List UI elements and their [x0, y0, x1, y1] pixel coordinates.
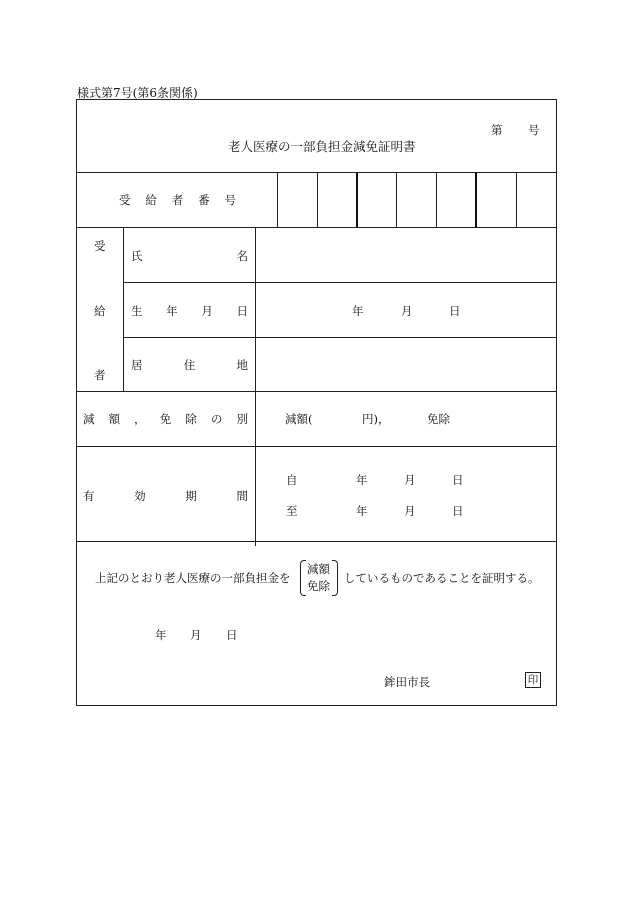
exemption-option[interactable]: 免除	[427, 412, 450, 426]
table-bottom-border	[76, 705, 557, 706]
recipient-number-digit-1[interactable]	[278, 173, 317, 227]
birthdate-day: 日	[449, 304, 461, 318]
validity-to-month: 月	[404, 504, 416, 518]
seal-icon: 印	[525, 672, 541, 688]
certification-text-after: しているものであることを証明する。	[344, 571, 540, 585]
recipient-number-digit-4[interactable]	[397, 173, 436, 227]
validity-period-label: 有 効 期 間	[83, 489, 248, 503]
reduction-exemption-label: 減 額 ， 免 除 の 別	[83, 412, 248, 426]
table-right-border	[556, 99, 557, 706]
certification-option-exemption: 免除	[307, 579, 330, 593]
issuer-title: 鉾田市長	[384, 675, 430, 689]
validity-to-label: 至	[286, 504, 298, 518]
recipient-number-label: 受 給 者 番 号	[119, 193, 236, 207]
address-field[interactable]	[257, 339, 555, 390]
recipient-number-digit-6[interactable]	[477, 173, 516, 227]
recipient-side-label-3: 者	[94, 368, 106, 382]
recipient-number-digit-5[interactable]	[437, 173, 475, 227]
validity-to-day: 日	[452, 504, 464, 518]
reduction-yen-suffix: 円)，	[362, 412, 390, 426]
certification-option-reduction: 減額	[307, 562, 330, 576]
validity-from-label: 自	[286, 473, 298, 487]
reduction-option[interactable]: 減額(	[285, 412, 313, 426]
validity-from-day: 日	[452, 473, 464, 487]
name-label: 氏 名	[131, 249, 248, 263]
recipient-side-label-1: 受	[94, 239, 106, 253]
birthdate-month: 月	[401, 304, 413, 318]
name-field[interactable]	[257, 229, 555, 281]
form-style-label: 様式第7号(第6条関係)	[77, 86, 198, 100]
left-bracket	[300, 560, 306, 596]
table-left-border	[76, 99, 77, 706]
issue-date-month: 月	[190, 628, 202, 642]
document-title: 老人医療の一部負担金減免証明書	[228, 139, 416, 154]
recipient-number-digit-3[interactable]	[358, 173, 396, 227]
certificate-number-label-go: 号	[528, 123, 540, 137]
certification-text-before: 上記のとおり老人医療の一部負担金を	[95, 571, 291, 585]
issue-date-day: 日	[226, 628, 238, 642]
birthdate-label: 生 年 月 日	[131, 304, 248, 318]
validity-to-year: 年	[356, 504, 368, 518]
table-top-border	[76, 99, 557, 100]
right-bracket	[332, 560, 338, 596]
recipient-side-label-2: 給	[94, 304, 106, 318]
recipient-number-digit-2[interactable]	[318, 173, 356, 227]
birthdate-year: 年	[352, 304, 364, 318]
issue-date-year: 年	[155, 628, 167, 642]
address-label: 居 住 地	[131, 358, 248, 372]
validity-from-month: 月	[404, 473, 416, 487]
certificate-number-label-no: 第	[491, 123, 503, 137]
validity-from-year: 年	[356, 473, 368, 487]
